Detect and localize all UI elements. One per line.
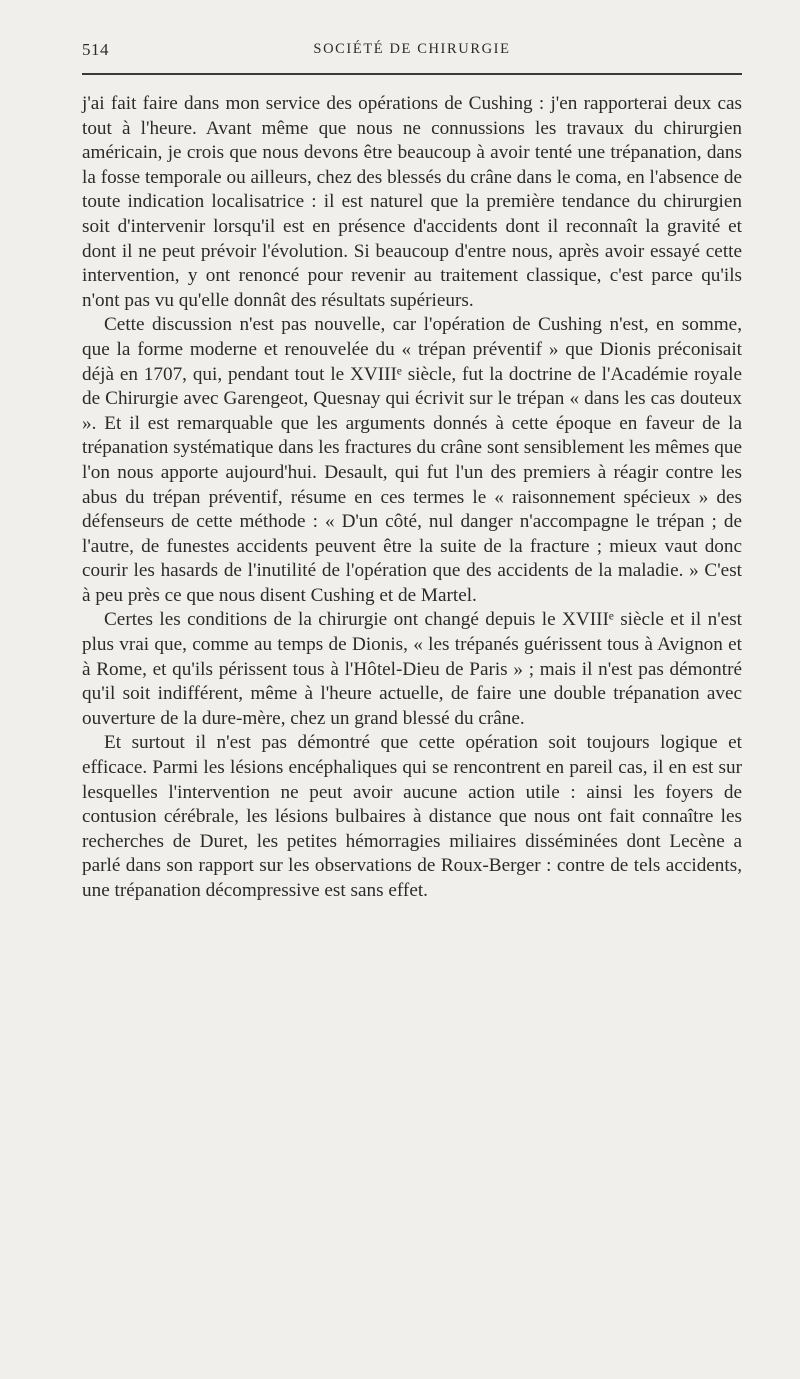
paragraph: j'ai fait faire dans mon service des opérations de Cushing : j'en rapporterai deux cas tout à l'heure. Avant même que nous ne connussions les travaux du chirurgien américain, je crois que nous devons être beaucoup à avoir tenté une trépanation, dans la fosse temporale ou ailleurs, chez des blessés du crâne dans le coma, en l'absence de toute indication localisatrice : il est naturel que la première tendance du chirurgien soit d'intervenir lorsqu'il est en présence d'accidents dont il reconnaît la gravité et dont il ne peut prévoir l'évolution. Si beaucoup d'entre nous, après avoir essayé cette intervention, y ont renoncé pour revenir au traitement classique, c'est parce qu'ils n'ont pas vu qu'elle donnât des résultats supérieurs. <box>82 93 742 311</box>
paragraph: Certes les conditions de la chirurgie ont changé depuis le XVIIIᵉ siècle et il n'est plus vrai que, comme au temps de Dionis, « les trépanés guérissent tous à Avignon et à Rome, et qu'ils périssent tous à l'Hôtel-Dieu de Paris » ; mais il n'est pas démontré qu'il soit indifférent, même à l'heure actuelle, de faire une double trépanation avec ouverture de la dure-mère, chez un grand blessé du crâne. <box>82 609 742 729</box>
page-header <box>82 40 742 66</box>
header-rule <box>82 73 742 75</box>
running-title: SOCIÉTÉ DE CHIRURGIE <box>313 41 511 57</box>
paragraph: Cette discussion n'est pas nouvelle, car l'opération de Cushing n'est, en somme, que la forme moderne et renouvelée du « trépan préventif » que Dionis préconisait déjà en 1707, qui, pendant tout le XVIIIᵉ siècle, fut la doctrine de l'Académie royale de Chirurgie avec Garengeot, Quesnay qui écrivit sur le trépan « dans les cas douteux ». Et il est remarquable que les arguments donnés à cette époque en faveur de la trépanation systématique dans les fractures du crâne sont sensiblement les mêmes que l'on nous apporte aujourd'hui. Desault, qui fut l'un des premiers à réagir contre les abus du trépan préventif, résume en ces termes le « raisonnement spécieux » des défenseurs de cette méthode : « D'un côté, nul danger n'accompagne le trépan ; de l'autre, de funestes accidents peuvent être la suite de la fracture ; mieux vaut donc courir les hasards de l'inutilité de l'opération que des accidents de la maladie. » C'est à peu près ce que nous disent Cushing et de Martel. <box>82 314 742 606</box>
body-text <box>82 92 742 904</box>
page-number: 514 <box>82 40 109 59</box>
paragraph: Et surtout il n'est pas démontré que cette opération soit toujours logique et efficace. Parmi les lésions encéphaliques qui se rencontrent en pareil cas, il en est sur lesquelles l'intervention ne peut avoir aucune action utile : ainsi les foyers de contusion cérébrale, les lésions bulbaires à distance que nous ont fait connaître les recherches de Duret, les petites hémorragies miliaires disséminées dont Lecène a parlé dans son rapport sur les observations de Roux-Berger : contre de tels accidents, une trépanation décompressive est sans effet. <box>82 732 742 901</box>
